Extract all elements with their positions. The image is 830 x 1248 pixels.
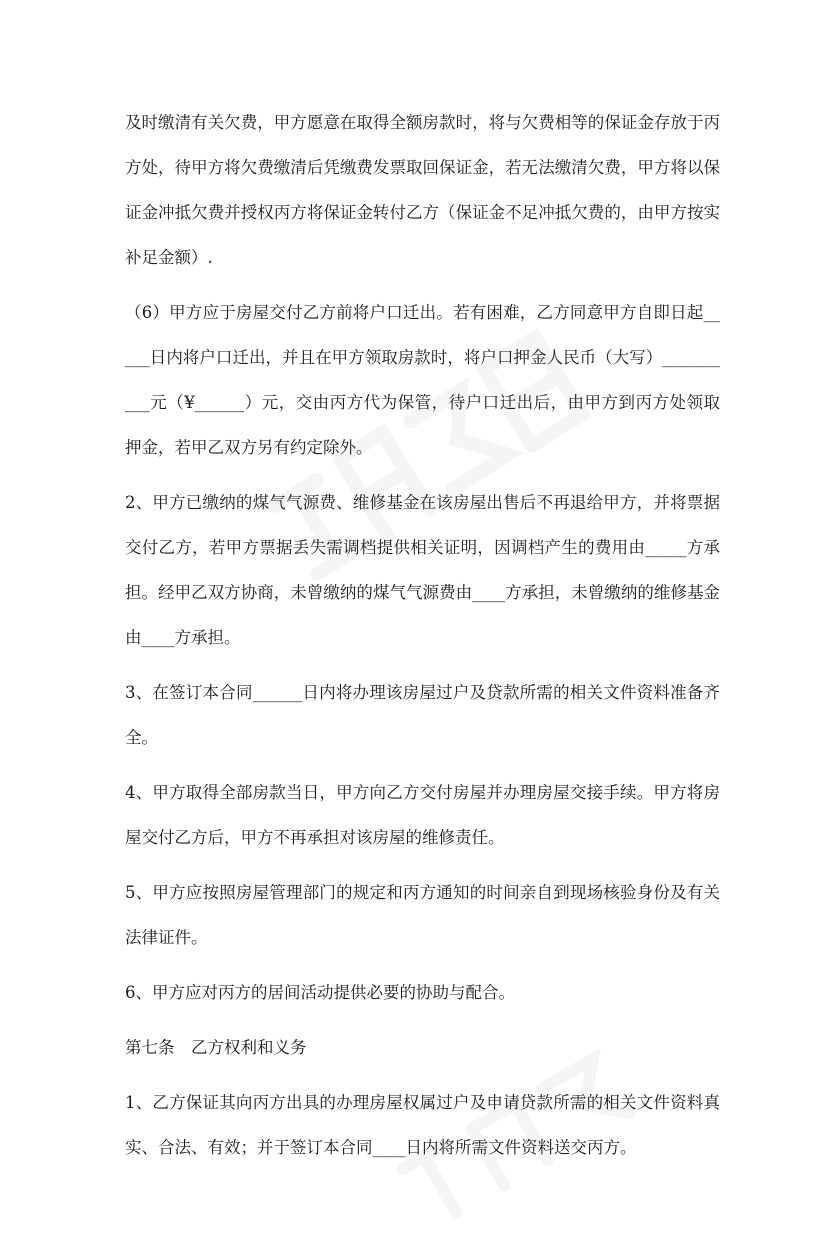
document-body (125, 100, 720, 1180)
paragraph-household-registration: （6）甲方应于房屋交付乙方前将户口迁出。若有困难，乙方同意甲方自即日起_____日内将户口迁出，并且在甲方领取房款时，将户口押金人民币（大写）__________元（¥______）元，交由丙方代为保管，待户口迁出后，由甲方到丙方处领取押金，若甲乙双方另有约定除外。 (125, 303, 720, 457)
section-heading-article-7: 第七条 乙方权利和义务 (125, 1038, 307, 1057)
paragraph-gas-maintenance-fees: 2、甲方已缴纳的煤气气源费、维修基金在该房屋出售后不再退给甲方，并将票据交付乙方，若甲方票据丢失需调档提供相关证明，因调档产生的费用由_____方承担。经甲乙双方协商，未曾缴纳的煤气气源费由____方承担，未曾缴纳的维修基金由____方承担。 (125, 493, 720, 647)
paragraph-identity-verification: 5、甲方应按照房屋管理部门的规定和丙方通知的时间亲自到现场核验身份及有关法律证件。 (125, 883, 720, 947)
paragraph-buyer-documents: 1、乙方保证其向丙方出具的办理房屋权属过户及申请贷款所需的相关文件资料真实、合法、有效；并于签订本合同____日内将所需文件资料送交丙方。 (125, 1093, 720, 1157)
paragraph-documents-preparation: 3、在签订本合同______日内将办理该房屋过户及贷款所需的相关文件资料准备齐全。 (125, 683, 720, 747)
paragraph-deposit-arrears: 及时缴清有关欠费，甲方愿意在取得全额房款时，将与欠费相等的保证金存放于丙方处，待甲方将欠费缴清后凭缴费发票取回保证金，若无法缴清欠费，甲方将以保证金冲抵欠费并授权丙方将保证金转付乙方（保证金不足冲抵欠费的，由甲方按实补足金额）. (125, 113, 720, 267)
paragraph-house-handover: 4、甲方取得全部房款当日，甲方向乙方交付房屋并办理房屋交接手续。甲方将房屋交付乙方后，甲方不再承担对该房屋的维修责任。 (125, 783, 720, 847)
paragraph-cooperation: 6、甲方应对丙方的居间活动提供必要的协助与配合。 (125, 983, 515, 1002)
